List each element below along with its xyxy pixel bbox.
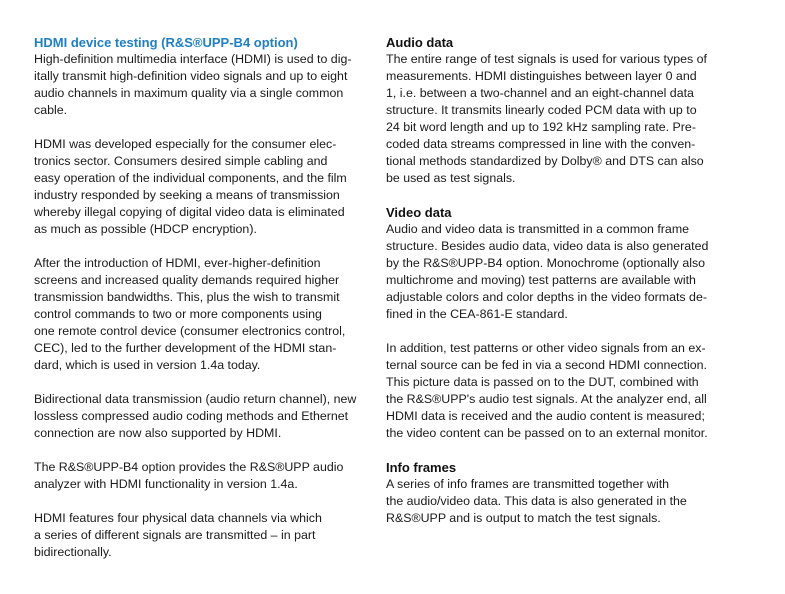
text-line: This picture data is passed on to the DUT, combined with xyxy=(386,375,699,389)
text-line: HDMI features four physical data channels via which xyxy=(34,511,322,525)
section-heading: Video data xyxy=(386,205,452,220)
text-line: HDMI was developed especially for the consumer elec- xyxy=(34,137,337,151)
text-line: industry responded by seeking a means of transmission xyxy=(34,188,340,202)
text-line: HDMI data is received and the audio content is measured; xyxy=(386,409,705,423)
text-line: itally transmit high-definition video signals and up to eight xyxy=(34,69,348,83)
section xyxy=(386,204,731,442)
left-paragraphs xyxy=(34,51,374,561)
text-line: the video content can be passed on to an external monitor. xyxy=(386,426,708,440)
text-line: by the R&S®UPP-B4 option. Monochrome (optionally also xyxy=(386,256,706,270)
text-line: High-definition multimedia interface (HDMI) is used to dig- xyxy=(34,52,352,66)
section xyxy=(386,34,731,187)
text-line: 1, i.e. between a two-channel and an eight-channel data xyxy=(386,86,694,100)
text-line: transmission bandwidths. This, plus the wish to transmit xyxy=(34,290,340,304)
text-line: as much as possible (HDCP encryption). xyxy=(34,222,257,236)
text-line: A series of info frames are transmitted together with xyxy=(386,477,670,491)
text-line: whereby illegal copying of digital video data is eliminated xyxy=(34,205,345,219)
text-line: be used as test signals. xyxy=(386,171,516,185)
text-line: lossless compressed audio coding methods and Ethernet xyxy=(34,409,349,423)
section-heading: Info frames xyxy=(386,460,457,475)
paragraph xyxy=(34,255,374,374)
text-line: The R&S®UPP-B4 option provides the R&S®UPP audio xyxy=(34,460,344,474)
paragraph xyxy=(34,391,374,442)
text-line: dard, which is used in version 1.4a today. xyxy=(34,358,261,372)
text-line: screens and increased quality demands required higher xyxy=(34,273,340,287)
paragraph xyxy=(386,340,731,442)
text-line: The entire range of test signals is used for various types of xyxy=(386,52,707,66)
text-line: measurements. HDMI distinguishes between layer 0 and xyxy=(386,69,697,83)
text-line: the R&S®UPP's audio test signals. At the analyzer end, all xyxy=(386,392,707,406)
text-line: control commands to two or more components using xyxy=(34,307,322,321)
text-line: audio channels in maximum quality via a single common xyxy=(34,86,344,100)
text-line: structure. It transmits linearly coded PCM data with up to xyxy=(386,103,697,117)
text-line: In addition, test patterns or other video signals from an ex- xyxy=(386,341,706,355)
text-line: analyzer with HDMI functionality in version 1.4a. xyxy=(34,477,298,491)
text-line: coded data streams compressed in line with the conven- xyxy=(386,137,696,151)
text-line: CEC), led to the further development of the HDMI stan- xyxy=(34,341,337,355)
text-line: After the introduction of HDMI, ever-higher-definition xyxy=(34,256,321,270)
left-column xyxy=(34,34,374,578)
text-line: connection are now also supported by HDMI. xyxy=(34,426,282,440)
section xyxy=(386,459,731,527)
text-line: fined in the CEA-861-E standard. xyxy=(386,307,568,321)
paragraph xyxy=(34,51,374,119)
text-line: cable. xyxy=(34,103,68,117)
right-sections xyxy=(386,34,731,527)
text-line: the audio/video data. This data is also generated in the xyxy=(386,494,687,508)
text-line: R&S®UPP and is output to match the test signals. xyxy=(386,511,661,525)
section-title: HDMI device testing (R&S®UPP-B4 option) xyxy=(34,35,298,50)
paragraph xyxy=(34,136,374,238)
text-line: tronics sector. Consumers desired simple cabling and xyxy=(34,154,328,168)
text-line: adjustable colors and color depths in the video formats de- xyxy=(386,290,707,304)
text-line: structure. Besides audio data, video data is also generated xyxy=(386,239,709,253)
text-line: tional methods standardized by Dolby® and DTS can also xyxy=(386,154,704,168)
paragraph xyxy=(386,221,731,323)
text-line: Audio and video data is transmitted in a common frame xyxy=(386,222,690,236)
right-column xyxy=(386,34,731,544)
text-line: easy operation of the individual components, and the film xyxy=(34,171,347,185)
paragraph xyxy=(34,510,374,561)
text-line: a series of different signals are transmitted – in part xyxy=(34,528,316,542)
section-heading: Audio data xyxy=(386,35,454,50)
text-line: bidirectionally. xyxy=(34,545,112,559)
text-line: Bidirectional data transmission (audio return channel), new xyxy=(34,392,357,406)
text-line: 24 bit word length and up to 192 kHz sampling rate. Pre- xyxy=(386,120,696,134)
text-line: ternal source can be fed in via a second HDMI connection. xyxy=(386,358,707,372)
paragraph xyxy=(34,459,374,493)
text-line: multichrome and moving) test patterns are available with xyxy=(386,273,696,287)
paragraph xyxy=(386,51,731,187)
paragraph xyxy=(386,476,731,527)
text-line: one remote control device (consumer electronics control, xyxy=(34,324,346,338)
